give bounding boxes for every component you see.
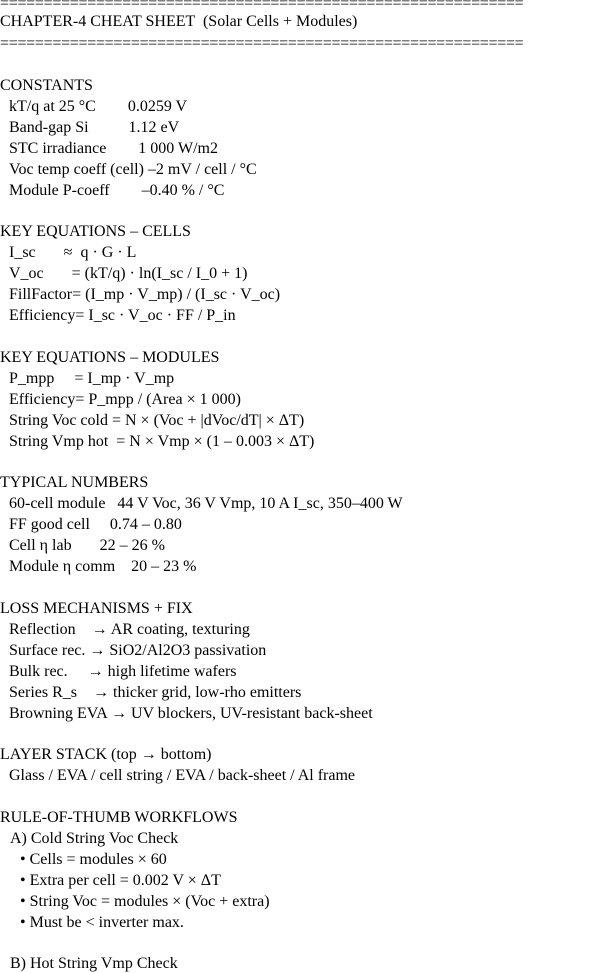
loss-mechanism-line: Browning EVA → UV blockers, UV-resistant back-sheet [9,705,373,722]
layer-stack-line: Glass / EVA / cell string / EVA / back-sheet / Al frame [9,767,356,784]
module-equation: Efficiency= P_mpp / (Area × 1 000) [9,391,241,408]
typical-number-line: Cell η lab 22 – 26 % [9,537,165,554]
top-rule: ============================================================ [0,0,524,12]
module-equation: String Voc cold = N × (Voc + |dVoc/dT| × ΔT) [9,412,305,429]
loss-mechanism-line: Surface rec. → SiO2/Al2O3 passivation [9,642,267,659]
title-rule: ============================================================ [0,35,524,52]
loss-mechanism-line: Reflection → AR coating, texturing [9,621,250,638]
constant-line: Module P-coeff –0.40 % / °C [9,182,225,199]
workflow-step: • Must be < inverter max. [20,914,184,931]
workflow-step: • Cells = modules × 60 [20,851,167,868]
typical-numbers-heading: TYPICAL NUMBERS [0,474,149,491]
typical-number-line: FF good cell 0.74 – 0.80 [9,516,182,533]
workflow-step: • Extra per cell = 0.002 V × ΔT [20,872,221,889]
typical-number-line: 60-cell module 44 V Voc, 36 V Vmp, 10 A I_sc, 350–400 W [9,495,403,512]
page-title: CHAPTER-4 CHEAT SHEET (Solar Cells + Modules) [0,13,358,30]
layer-stack-heading: LAYER STACK (top → bottom) [0,746,212,763]
module-equation: P_mpp = I_mp · V_mp [9,370,175,387]
cell-equation: FillFactor= (I_mp · V_mp) / (I_sc · V_oc) [9,286,281,303]
constants-heading: CONSTANTS [0,77,93,94]
constant-line: STC irradiance 1 000 W/m2 [9,140,218,157]
loss-mechanisms-heading: LOSS MECHANISMS + FIX [0,600,193,617]
loss-mechanism-line: Series R_s → thicker grid, low-rho emitters [9,684,302,701]
constant-line: Band-gap Si 1.12 eV [9,119,180,136]
hot-string-check-title: B) Hot String Vmp Check [10,955,178,972]
workflows-heading: RULE-OF-THUMB WORKFLOWS [0,809,238,826]
cell-equations-heading: KEY EQUATIONS – CELLS [0,223,191,240]
module-equations-heading: KEY EQUATIONS – MODULES [0,349,220,366]
constant-line: kT/q at 25 °C 0.0259 V [9,98,188,115]
workflow-step: • String Voc = modules × (Voc + extra) [20,893,270,910]
constant-line: Voc temp coeff (cell) –2 mV / cell / °C [9,161,257,178]
cold-string-check-title: A) Cold String Voc Check [10,830,179,847]
typical-number-line: Module η comm 20 – 23 % [9,558,197,575]
module-equation: String Vmp hot = N × Vmp × (1 – 0.003 × ΔT) [9,433,315,450]
cell-equation: I_sc ≈ q · G · L [9,244,137,261]
loss-mechanism-line: Bulk rec. → high lifetime wafers [9,663,237,680]
cell-equation: V_oc = (kT/q) · ln(I_sc / I_0 + 1) [9,265,248,282]
cell-equation: Efficiency= I_sc · V_oc · FF / P_in [9,307,236,324]
